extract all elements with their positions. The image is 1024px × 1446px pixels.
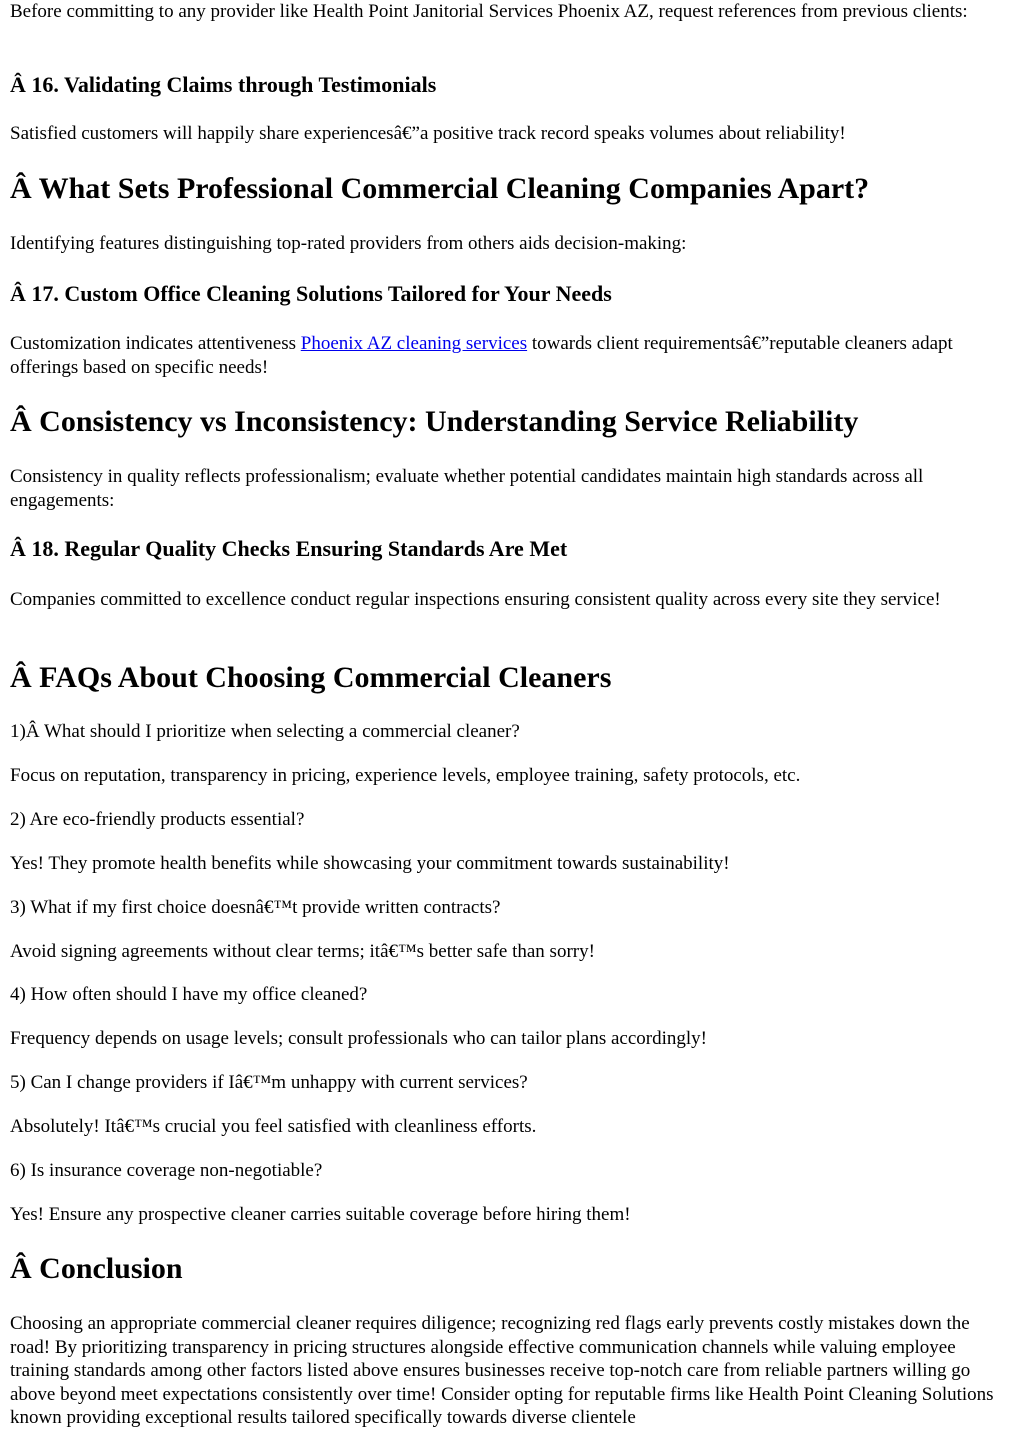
heading-16-testimonials: Â 16. Validating Claims through Testimonials — [10, 72, 437, 97]
link-phoenix-cleaning-services[interactable]: Phoenix AZ cleaning services — [300, 333, 528, 354]
faq-question-3: 3) What if my first choice doesnâ€™t provide written contracts? — [10, 897, 501, 918]
faq-answer-4: Frequency depends on usage levels; consult professionals who can tailor plans accordingly! — [10, 1028, 708, 1049]
text-before-link: Customization indicates attentiveness — [10, 333, 301, 354]
faq-answer-2: Yes! They promote health benefits while showcasing your commitment towards sustainability! — [10, 853, 730, 874]
faq-question-6: 6) Is insurance coverage non-negotiable? — [10, 1160, 323, 1181]
heading-consistency: Â Consistency vs Inconsistency: Understanding Service Reliability — [10, 405, 859, 438]
heading-18-quality-checks: Â 18. Regular Quality Checks Ensuring Standards Are Met — [10, 536, 568, 561]
heading-conclusion: Â Conclusion — [10, 1252, 183, 1285]
paragraph-testimonials: Satisfied customers will happily share experiencesâ€”a positive track record speaks volumes about reliability! — [10, 123, 846, 144]
paragraph-sets-apart: Identifying features distinguishing top-rated providers from others aids decision-making: — [10, 233, 687, 254]
heading-faqs: Â FAQs About Choosing Commercial Cleaners — [10, 661, 612, 694]
faq-answer-3: Avoid signing agreements without clear terms; itâ€™s better safe than sorry! — [10, 941, 595, 962]
faq-question-1: 1)Â What should I prioritize when selecting a commercial cleaner? — [10, 721, 520, 742]
faq-question-2: 2) Are eco-friendly products essential? — [10, 809, 305, 830]
paragraph-references: Before committing to any provider like Health Point Janitorial Services Phoenix AZ, request references from previous clients: — [10, 1, 968, 22]
paragraph-customization — [10, 332, 1006, 379]
paragraph-conclusion: Choosing an appropriate commercial cleaner requires diligence; recognizing red flags early prevents costly mistakes down the road! By prioritizing transparency in pricing structures alongside effective communication channels while valuing employee training standards among other factors listed above ensures businesses receive top-notch care from reliable partners willing go above beyond meet expectations consistently over time! Consider opting for reputable firms like Health Point Cleaning Solutions known providing exceptional results tailored specifically towards diverse clientele — [10, 1313, 994, 1428]
paragraph-consistency: Consistency in quality reflects professionalism; evaluate whether potential candidates maintain high standards across all engagements: — [10, 466, 924, 511]
text-after-link: towards client requirementsâ€”reputable cleaners adapt offerings based on specific needs! — [10, 333, 953, 378]
paragraph-quality-checks: Companies committed to excellence conduct regular inspections ensuring consistent quality across every site they service! — [10, 589, 941, 610]
heading-17-custom-solutions: Â 17. Custom Office Cleaning Solutions Tailored for Your Needs — [10, 281, 612, 306]
faq-answer-1: Focus on reputation, transparency in pricing, experience levels, employee training, safety protocols, etc. — [10, 765, 801, 786]
faq-question-4: 4) How often should I have my office cleaned? — [10, 984, 368, 1005]
faq-answer-5: Absolutely! Itâ€™s crucial you feel satisfied with cleanliness efforts. — [10, 1116, 537, 1137]
faq-answer-6: Yes! Ensure any prospective cleaner carries suitable coverage before hiring them! — [10, 1204, 631, 1225]
heading-sets-apart: Â What Sets Professional Commercial Cleaning Companies Apart? — [10, 172, 870, 205]
faq-question-5: 5) Can I change providers if Iâ€™m unhappy with current services? — [10, 1072, 528, 1093]
